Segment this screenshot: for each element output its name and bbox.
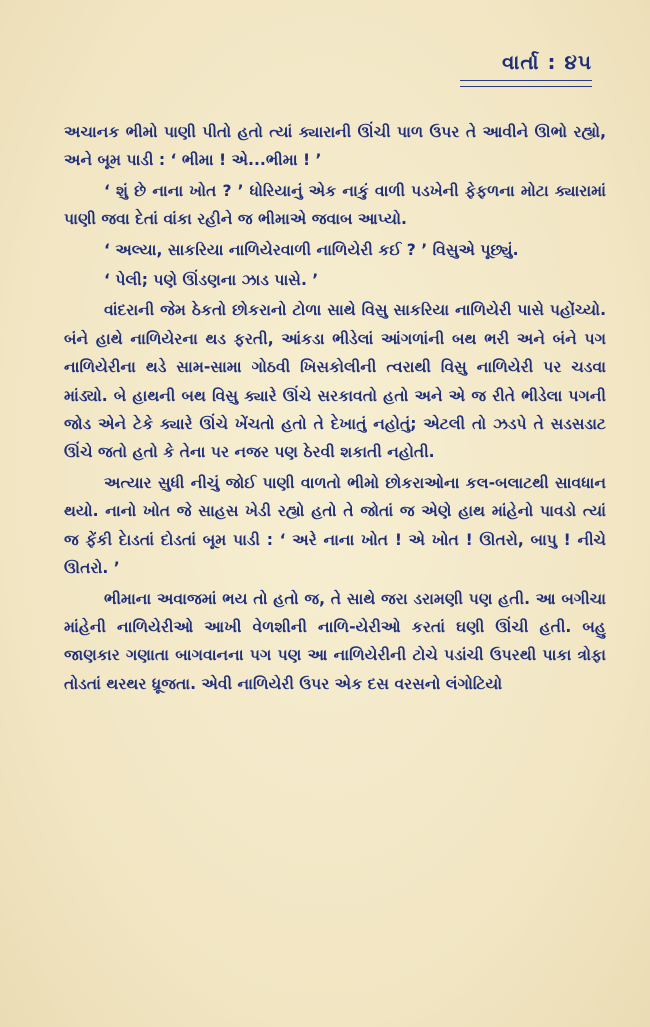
paragraph: અચાનક ભીમો પાણી પીતો હતો ત્યાં ક્યારાની ઊંચી પાળ ઉપર તે આવીને ઊભો રહ્યો, અને બૂમ પાડી : ‘ ભીમા ! એ...ભીમા ! ’ (64, 123, 606, 170)
paragraph: ‘ શું છે નાના ખોત ? ’ ધોરિયાનું એક નાકું વાળી પડખેની ફેફળના મોટા ક્યારામાં પાણી જવા દેતાં વાંકા રહીને જ ભીમાએ જવાબ આપ્યો. (64, 181, 606, 229)
paragraph: ‘ અલ્યા, સાકરિયા નાળિયેરવાળી નાળિયેરી કઈ ? ’ વિસુએ પૂછ્યું. (104, 240, 519, 259)
paragraph: અત્યાર સુધી નીચું જોઈ પાણી વાળતો ભીમો છોકરાઓના કલ-બલાટથી સાવધાન થયો. નાનો ખોત જે સાહસ ખેડી રહ્યો હતો તે જોતાં જ એણે હાથ માંહેનો પાવડો ત્યાં જ ફેંકી દેાડતાં દોડતાં બૂમ પાડી : ‘ અરે નાના ખોત ! એ ખોત ! ઊતરો, બાપુ ! નીચે ઊતરો. ’ (64, 473, 606, 578)
body-text (64, 118, 606, 700)
running-title: વાર્તા : ૪૫ (502, 50, 592, 74)
page-header (460, 50, 592, 87)
paragraph: વાંદરાની જેમ ઠેકતો છોકરાનો ટોળા સાથે વિસુ સાકરિયા નાળિયેરી પાસે પહોંચ્યો. બંને હાથે નાળિયેરના થડ ફરતી, આંકડા ભીડેલાં આંગળાંની બથ ભરી અને બંને પગ નાળિયેરીના થડે સામ-સામા ગોઠવી ખિસકોલીની ત્વરાથી વિસુ નાળિયેરી પર ચડવા માંડ્યો. બે હાથની બથ વિસુ ક્યારે ઊંચે સરકાવતો હતો અને એ જ રીતે ભીડેલા પગની જોડ એને ટેકે ક્યારે ઊંચે ખેંચતો હતો તે દેખાતું નહોતું; એટલી તો ઝડપે તે સડસડાટ ઊંચે જતો હતો કે તેના પર નજર પણ ઠેરવી શકાતી નહોતી. (64, 301, 606, 462)
header-rule (460, 80, 592, 87)
paragraph: ‘ પેલી; પણે ઊંડણના ઝાડ પાસે. ’ (104, 271, 319, 290)
paragraph: ભીમાના અવાજમાં ભય તો હતો જ, તે સાથે જરા ડરામણી પણ હતી. આ બગીચા માંહેની નાળિયેરીઓ આખી વેળશીની નાળિ-યેરીઓ કરતાં ઘણી ઊંચી હતી. બહુ જાણકાર ગણાતા બાગવાનના પગ પણ આ નાળિયેરીની ટોચે પડાંચી ઉપરથી પાકા ત્રોફા તોડતાં થરથર ધ્રૂજતા. એવી નાળિયેરી ઉપર એક દસ વરસનો લંગોટિયો (64, 589, 606, 693)
